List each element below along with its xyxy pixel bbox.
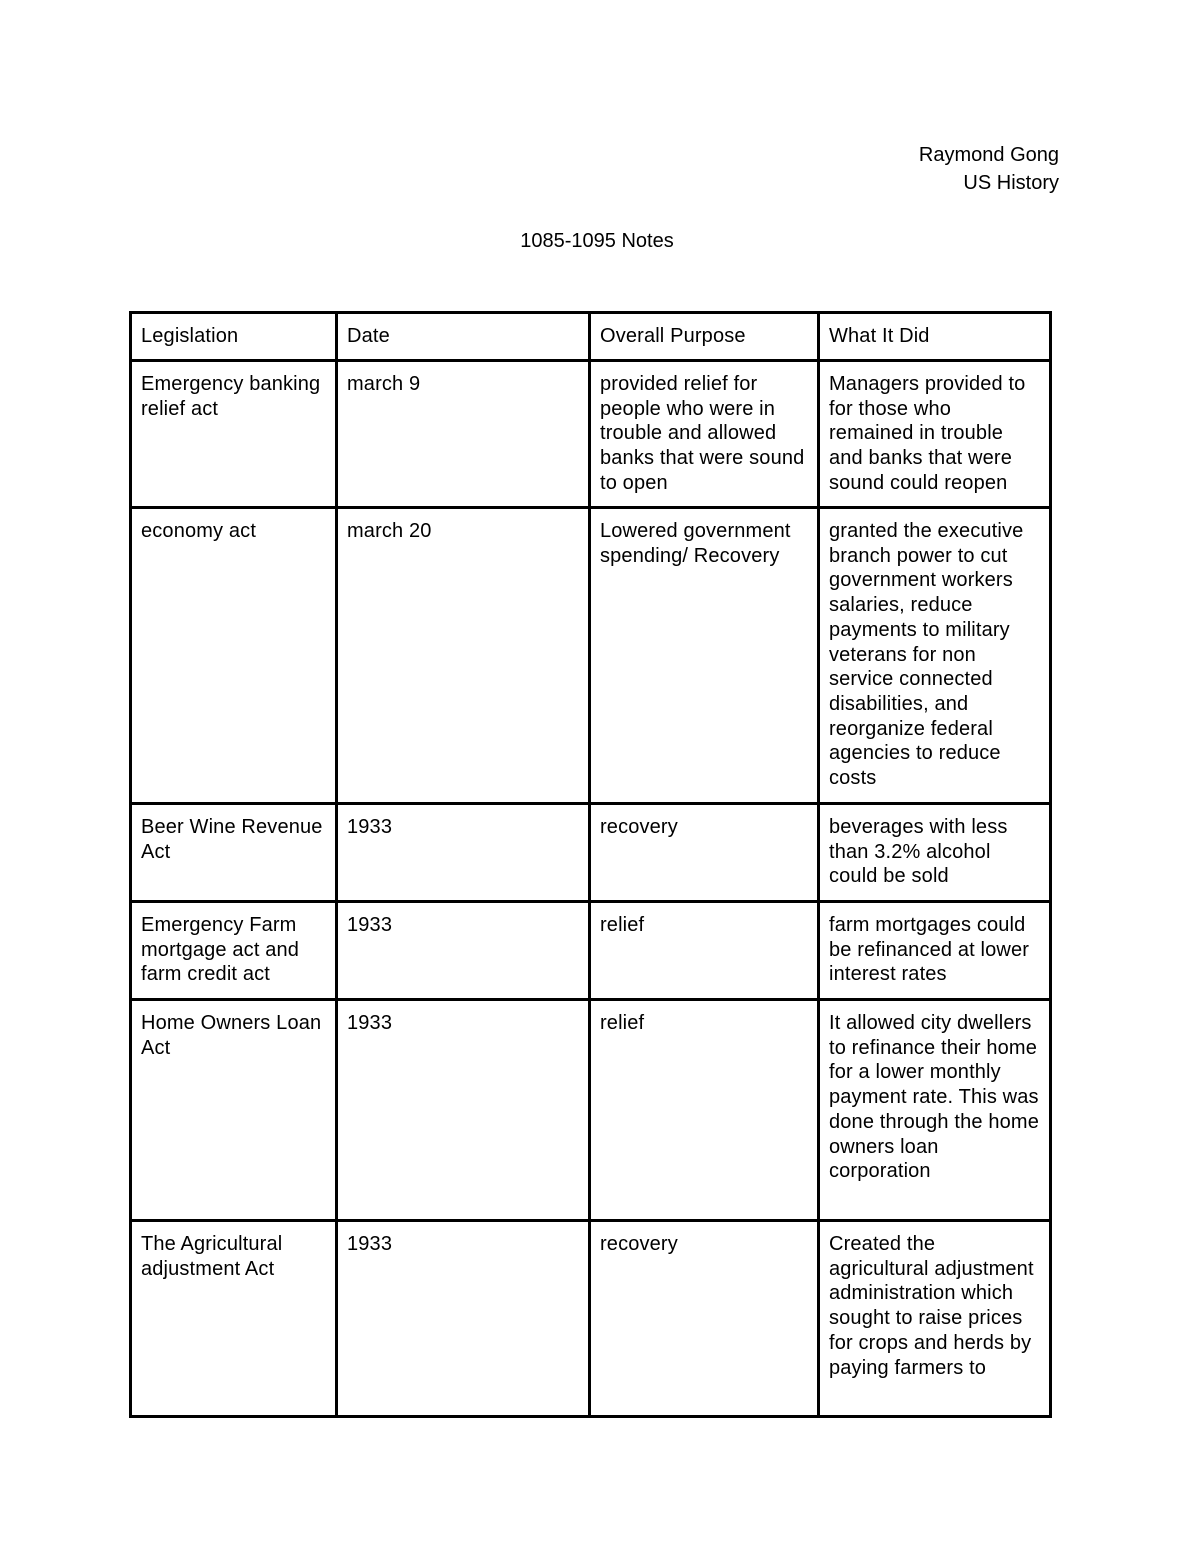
table-row: [131, 902, 1051, 1000]
cell-purpose: provided relief for people who were in trouble and allowed banks that were sound to open: [590, 361, 819, 508]
author-name: Raymond Gong: [918, 144, 1059, 166]
document-header: [919, 141, 1059, 197]
cell-legislation: Emergency banking relief act: [131, 361, 337, 508]
cell-legislation: The Agricultural adjustment Act: [131, 1221, 337, 1417]
course-name: US History: [963, 172, 1059, 194]
page-title: 1085-1095 Notes: [520, 230, 674, 252]
cell-what-it-did: Created the agricultural adjustment administration which sought to raise prices for crops and herds by paying farmers to: [819, 1221, 1051, 1417]
cell-date: 1933: [337, 1000, 590, 1221]
cell-purpose: relief: [590, 1000, 819, 1221]
column-header-legislation: Legislation: [131, 313, 337, 361]
cell-purpose: Lowered government spending/ Recovery: [590, 508, 819, 804]
cell-what-it-did: granted the executive branch power to cut government workers salaries, reduce payments to military veterans for non service connected disabilities, and reorganize federal agencies to reduce costs: [819, 508, 1051, 804]
column-header-what-it-did: What It Did: [819, 313, 1051, 361]
column-header-purpose: Overall Purpose: [590, 313, 819, 361]
cell-date: 1933: [337, 804, 590, 902]
cell-purpose: recovery: [590, 804, 819, 902]
cell-date: 1933: [337, 1221, 590, 1417]
cell-purpose: recovery: [590, 1221, 819, 1417]
column-header-date: Date: [337, 313, 590, 361]
cell-date: 1933: [337, 902, 590, 1000]
cell-legislation: Home Owners Loan Act: [131, 1000, 337, 1221]
table-row: [131, 361, 1051, 508]
table-row: [131, 508, 1051, 804]
cell-what-it-did: beverages with less than 3.2% alcohol could be sold: [819, 804, 1051, 902]
table-row: [131, 1221, 1051, 1417]
cell-what-it-did: farm mortgages could be refinanced at lower interest rates: [819, 902, 1051, 1000]
table-row: [131, 804, 1051, 902]
cell-what-it-did: Managers provided to for those who remained in trouble and banks that were sound could reopen: [819, 361, 1051, 508]
cell-legislation: Beer Wine Revenue Act: [131, 804, 337, 902]
legislation-table: [129, 311, 1052, 1418]
cell-date: march 20: [337, 508, 590, 804]
table-header-row: [131, 313, 1051, 361]
cell-purpose: relief: [590, 902, 819, 1000]
cell-what-it-did: It allowed city dwellers to refinance their home for a lower monthly payment rate. This was done through the home owners loan corporation: [819, 1000, 1051, 1221]
table-row: [131, 1000, 1051, 1221]
cell-legislation: economy act: [131, 508, 337, 804]
cell-date: march 9: [337, 361, 590, 508]
cell-legislation: Emergency Farm mortgage act and farm credit act: [131, 902, 337, 1000]
